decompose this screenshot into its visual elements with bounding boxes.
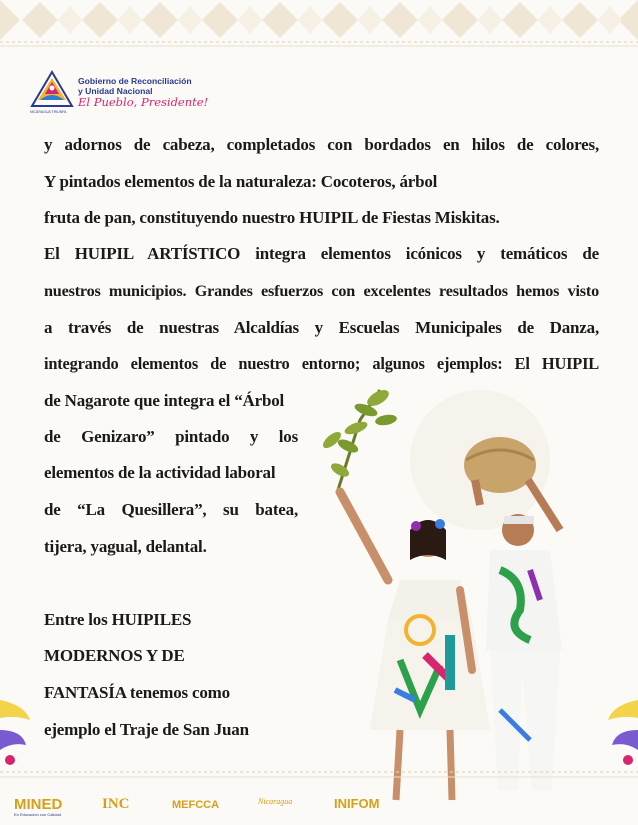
text-line-1: y adornos de cabeza, completados con bordados en hilos de colores, — [44, 135, 599, 154]
logo-small-text: NICARAGUA TRIUNFA — [30, 110, 67, 114]
text-line-7: integrando elementos de nuestro entorno; algunos ejemplos: El HUIPIL — [44, 354, 599, 373]
right-flower-decoration — [598, 690, 638, 770]
nicaragua-logo: Nicaragua — [258, 797, 293, 806]
text-line-8: de Nagarote que integra el “Árbol — [44, 391, 285, 410]
branch-prop — [320, 387, 397, 490]
text-line-11: de “La Quesillera”, su batea, — [44, 500, 298, 519]
mined-tagline: En Educación con Calidad — [14, 812, 61, 817]
government-logo — [30, 70, 220, 120]
text-line-4: El HUIPIL ARTÍSTICO integra elementos icónicos y temáticos de — [44, 244, 599, 263]
text-line-3: fruta de pan, constituyendo nuestro HUIPIL de Fiestas Miskitas. — [44, 208, 500, 227]
text-line-9: de Genizaro” pintado y los — [44, 427, 298, 446]
mined-logo: MINED — [14, 796, 63, 813]
text-line-10: elementos de la actividad laboral — [44, 463, 276, 482]
inc-logo: INC — [102, 796, 130, 812]
text-line-6: a través de nuestras Alcaldías y Escuelas Municipales de Danza, — [44, 318, 599, 337]
girl-dancer — [340, 492, 490, 800]
text-line-15: FANTASÍA tenemos como — [44, 683, 230, 702]
top-decorative-border — [0, 0, 638, 48]
left-flower-decoration — [0, 690, 40, 770]
inifom-logo: INIFOM — [334, 796, 380, 811]
text-line-2: Y pintados elementos de la naturaleza: Cocoteros, árbol — [44, 172, 438, 191]
triangle-emblem-icon — [30, 70, 74, 110]
bottom-decorative-border — [0, 768, 638, 786]
mefcca-logo: MEFCCA — [172, 799, 220, 811]
text-line-12: tijera, yagual, delantal. — [44, 537, 207, 556]
text-line-14: MODERNOS Y DE — [44, 646, 185, 665]
text-line-13: Entre los HUIPILES — [44, 610, 192, 629]
logo-slogan: El Pueblo, Presidente! — [78, 95, 209, 109]
text-line-5: nuestros municipios. Grandes esfuerzos con excelentes resultados hemos visto — [44, 282, 599, 300]
boy-dancer — [464, 437, 562, 790]
logo-title-line1: Gobierno de Reconciliación — [78, 76, 192, 86]
dancers-photo — [300, 380, 620, 820]
logo-title-line2: y Unidad Nacional — [78, 86, 153, 96]
text-line-16: ejemplo el Traje de San Juan — [44, 720, 249, 739]
